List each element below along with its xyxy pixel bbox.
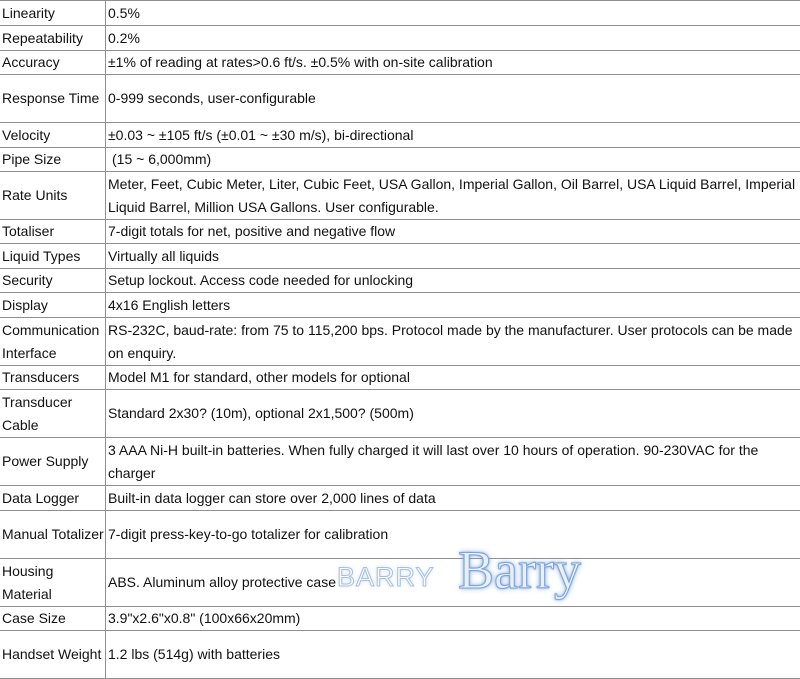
value-transducers: Model M1 for standard, other models for optional (106, 366, 800, 390)
watermark-small: BARRY (337, 562, 435, 593)
table-row (0, 511, 800, 559)
watermark-logo: Barry (458, 540, 581, 600)
table-row (0, 244, 800, 269)
table-row (0, 318, 800, 366)
table-row (0, 26, 800, 51)
label-power-supply: Power Supply (0, 438, 106, 486)
table-row (0, 438, 800, 486)
label-linearity: Linearity (0, 1, 106, 26)
label-housing-material: Housing Material (0, 559, 106, 607)
label-security: Security (0, 269, 106, 293)
label-case-size: Case Size (0, 607, 106, 631)
label-communication-interface: Communication Interface (0, 318, 106, 366)
value-housing-material: ABS. Aluminum alloy protective case (106, 559, 800, 607)
table-row (0, 559, 800, 607)
table-row (0, 220, 800, 244)
label-manual-totalizer: Manual Totalizer (0, 511, 106, 559)
table-row (0, 486, 800, 511)
value-linearity: 0.5% (106, 1, 800, 26)
value-repeatability: 0.2% (106, 26, 800, 51)
table-row (0, 75, 800, 123)
value-velocity: ±0.03 ~ ±105 ft/s (±0.01 ~ ±30 m/s), bi-directional (106, 123, 800, 148)
value-transducer-cable: Standard 2x30? (10m), optional 2x1,500? (500m) (106, 390, 800, 438)
table-row (0, 607, 800, 631)
value-security: Setup lockout. Access code needed for unlocking (106, 269, 800, 293)
label-liquid-types: Liquid Types (0, 244, 106, 269)
table-row (0, 366, 800, 390)
value-pipe-size: (15 ~ 6,000mm) (106, 148, 800, 172)
value-accuracy: ±1% of reading at rates>0.6 ft/s. ±0.5% with on-site calibration (106, 51, 800, 75)
label-repeatability: Repeatability (0, 26, 106, 51)
label-pipe-size: Pipe Size (0, 148, 106, 172)
label-response-time: Response Time (0, 75, 106, 123)
value-handset-weight: 1.2 lbs (514g) with batteries (106, 631, 800, 679)
table-row (0, 51, 800, 75)
table-row (0, 631, 800, 679)
label-transducer-cable: Transducer Cable (0, 390, 106, 438)
value-manual-totalizer: 7-digit press-key-to-go totalizer for calibration (106, 511, 800, 559)
value-rate-units: Meter, Feet, Cubic Meter, Liter, Cubic Feet, USA Gallon, Imperial Gallon, Oil Barrel, USA Liquid Barrel, Imperial Liquid Barrel, Million USA Gallons. User configurable. (106, 172, 800, 220)
value-communication-interface: RS-232C, baud-rate: from 75 to 115,200 bps. Protocol made by the manufacturer. User protocols can be made on enquiry. (106, 318, 800, 366)
label-transducers: Transducers (0, 366, 106, 390)
table-row (0, 172, 800, 220)
value-liquid-types: Virtually all liquids (106, 244, 800, 269)
value-power-supply: 3 AAA Ni-H built-in batteries. When fully charged it will last over 10 hours of operation. 90-230VAC for the charger (106, 438, 800, 486)
value-data-logger: Built-in data logger can store over 2,000 lines of data (106, 486, 800, 511)
label-accuracy: Accuracy (0, 51, 106, 75)
label-velocity: Velocity (0, 123, 106, 148)
value-case-size: 3.9"x2.6"x0.8" (100x66x20mm) (106, 607, 800, 631)
table-row (0, 123, 800, 148)
label-rate-units: Rate Units (0, 172, 106, 220)
value-display: 4x16 English letters (106, 293, 800, 318)
table-row (0, 293, 800, 318)
label-display: Display (0, 293, 106, 318)
label-totaliser: Totaliser (0, 220, 106, 244)
table-row (0, 148, 800, 172)
table-row (0, 269, 800, 293)
value-totaliser: 7-digit totals for net, positive and negative flow (106, 220, 800, 244)
label-data-logger: Data Logger (0, 486, 106, 511)
table-row (0, 1, 800, 26)
label-handset-weight: Handset Weight (0, 631, 106, 679)
table-row (0, 390, 800, 438)
value-response-time: 0-999 seconds, user-configurable (106, 75, 800, 123)
